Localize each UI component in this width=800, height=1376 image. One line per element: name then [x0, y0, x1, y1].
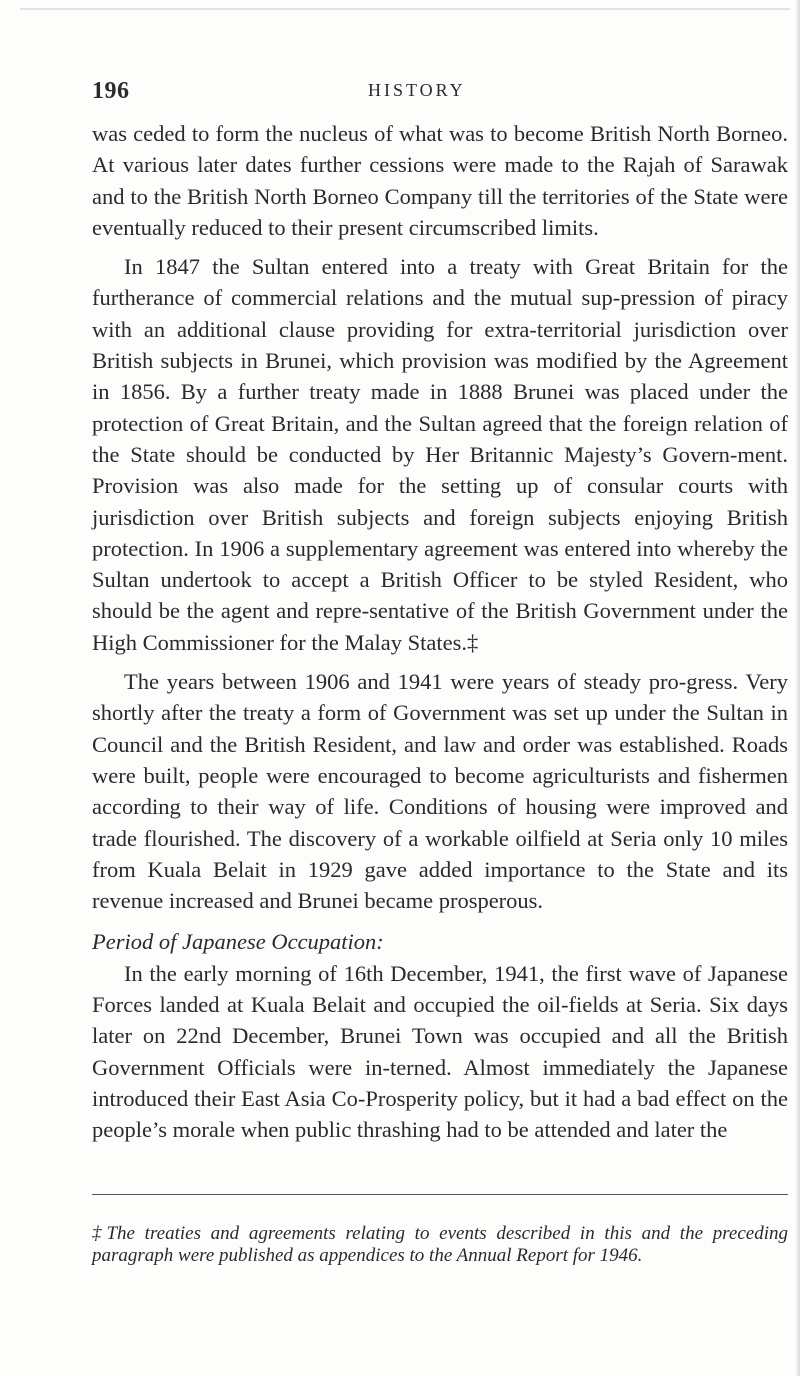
paragraph-1: was ceded to form the nucleus of what was to become British North Borneo. At various later dates further cessions were made to the Rajah of Sarawak and to the British North Borneo Company till the territories of the State were eventually reduced to their present circumscribed limits.: [92, 121, 788, 240]
page-right-edge: [796, 0, 800, 1376]
footnote: ‡The treaties and agreements relating to events described in this and the preceding paragraph were published as appendices to the Annual Report for 1946.: [92, 1223, 788, 1266]
section-paragraph: In the early morning of 16th December, 1941, the first wave of Japanese Forces landed at Kuala Belait and occupied the oil-fields at Seria. Six days later on 22nd December, Brunei Town was occupied and all the British Government Officials were in-terned. Almost immediately the Japanese introduced their East Asia Co-Prosperity policy, but it had a bad effect on the people’s morale when public thrashing had to be attended and later the: [92, 960, 788, 1143]
page-number: 196: [92, 78, 130, 104]
page-header: [92, 78, 788, 112]
paragraph-2: In 1847 the Sultan entered into a treaty with Great Britain for the furtherance of commercial relations and the mutual sup-pression of piracy with an additional clause providing for extra-territorial jurisdiction over British subjects in Brunei, which provision was modified by the Agreement in 1856. By a further treaty made in 1888 Brunei was placed under the protection of Great Britain, and the Sultan agreed that the foreign relation of the State should be conducted by Her Britannic Majesty’s Govern-ment. Provision was also made for the setting up of consular courts with jurisdiction over British subjects and foreign subjects enjoying British protection. In 1906 a supplementary agreement was entered into whereby the Sultan undertook to accept a British Officer to be styled Resident, who should be the agent and repre-sentative of the British Government under the High Commissioner for the Malay States.‡: [92, 254, 788, 655]
body-text: [92, 118, 788, 1146]
section-heading: Period of Japanese Occupation:: [92, 929, 384, 955]
page-top-edge: [20, 8, 790, 10]
paragraph-3: The years between 1906 and 1941 were years of steady pro-gress. Very shortly after the treaty a form of Government was set up under the Sultan in Council and the British Resident, and law and order was established. Roads were built, people were encouraged to become agriculturists and fishermen according to their way of life. Conditions of housing were improved and trade flourished. The discovery of a workable oilfield at Seria only 10 miles from Kuala Belait in 1929 gave added importance to the State and its revenue increased and Brunei became prosperous.: [92, 669, 788, 914]
running-head: HISTORY: [368, 80, 466, 100]
footnote-divider: [92, 1194, 788, 1195]
